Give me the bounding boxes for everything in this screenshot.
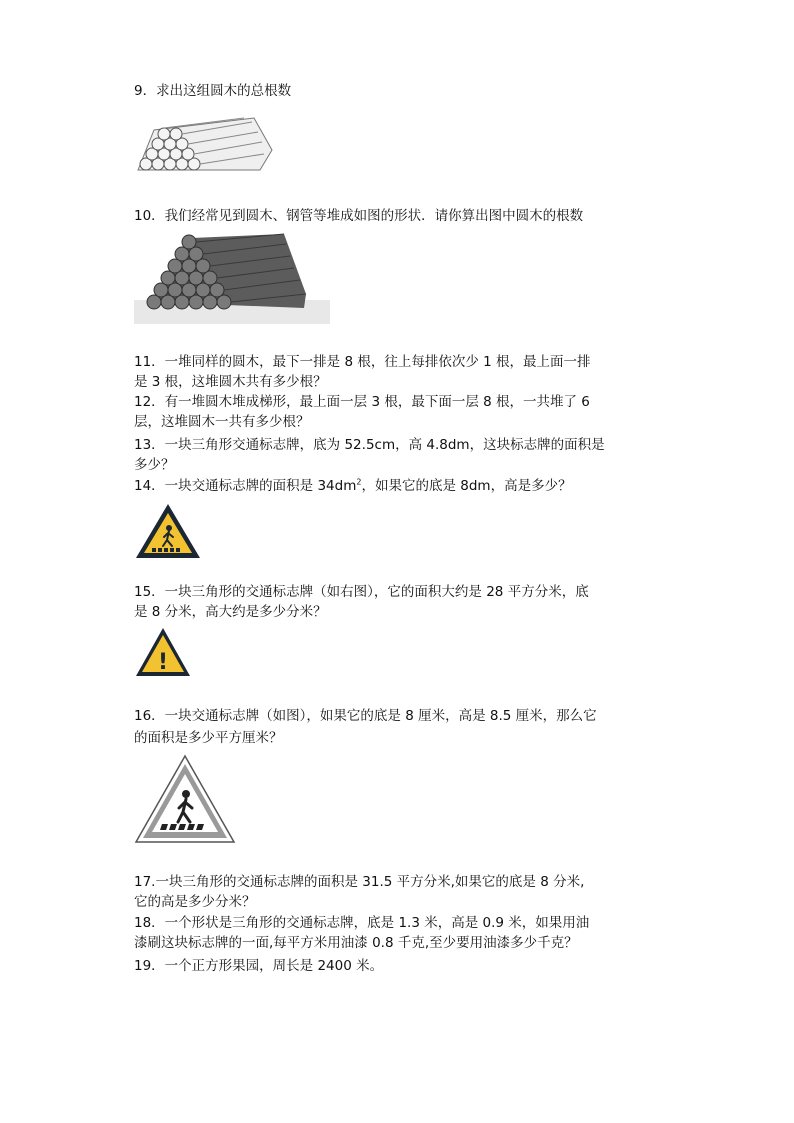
q13-line2: 多少？	[134, 457, 175, 473]
q15-line1: 15．一块三角形的交通标志牌（如右图），它的面积大约是 28 平方分米，底	[134, 584, 589, 600]
q18-line2: 漆刷这块标志牌的一面,每平方米用油漆 0.8 千克,至少要用油漆多少千克？	[134, 935, 578, 951]
pedestrian-crossing-sign-icon	[134, 502, 202, 560]
q12-line2: 层，这堆圆木一共有多少根？	[134, 414, 310, 430]
q16-line1: 16．一块交通标志牌（如图），如果它的底是 8 厘米，高是 8.5 厘米，那么它	[134, 708, 597, 724]
log-pile-image	[134, 230, 330, 324]
q17-line2: 它的高是多少分米？	[134, 894, 256, 910]
q16-line2: 的面积是多少平方厘米？	[134, 730, 283, 746]
warning-sign-mark: !	[157, 650, 169, 675]
q14-text-after: ，如果它的底是 8dm，高是多少？	[361, 478, 572, 494]
q9-text: 9．求出这组圆木的总根数	[134, 83, 292, 99]
q13-line1: 13．一块三角形交通标志牌，底为 52.5cm，高 4.8dm，这块标志牌的面积是	[134, 437, 605, 453]
q11-line2: 是 3 根，这堆圆木共有多少根？	[134, 374, 327, 390]
q10-text: 10．我们经常见到圆木、钢管等堆成如图的形状．请你算出图中圆木的根数	[134, 208, 584, 224]
q14-text-before: 14．一块交通标志牌的面积是 34dm	[134, 478, 357, 494]
q18-line1: 18．一个形状是三角形的交通标志牌，底是 1.3 米，高是 0.9 米，如果用油	[134, 915, 590, 931]
q14-text	[134, 477, 572, 496]
q15-line2: 是 8 分米，高大约是多少分米？	[134, 604, 327, 620]
q14-superscript: 2	[356, 477, 362, 487]
q19-text: 19．一个正方形果园，周长是 2400 米。	[134, 958, 384, 974]
q11-line1: 11．一堆同样的圆木，最下一排是 8 根，往上每排依次少 1 根，最上面一排	[134, 354, 591, 370]
warning-sign-icon	[134, 626, 192, 678]
q12-line1: 12．有一堆圆木堆成梯形，最上面一层 3 根，最下面一层 8 根，一共堆了 6	[134, 394, 590, 410]
crosswalk-sign-icon	[134, 754, 236, 846]
log-pile-sketch-image	[134, 112, 276, 174]
q17-line1: 17.一块三角形的交通标志牌的面积是 31.5 平方分米,如果它的底是 8 分米,	[134, 874, 585, 890]
